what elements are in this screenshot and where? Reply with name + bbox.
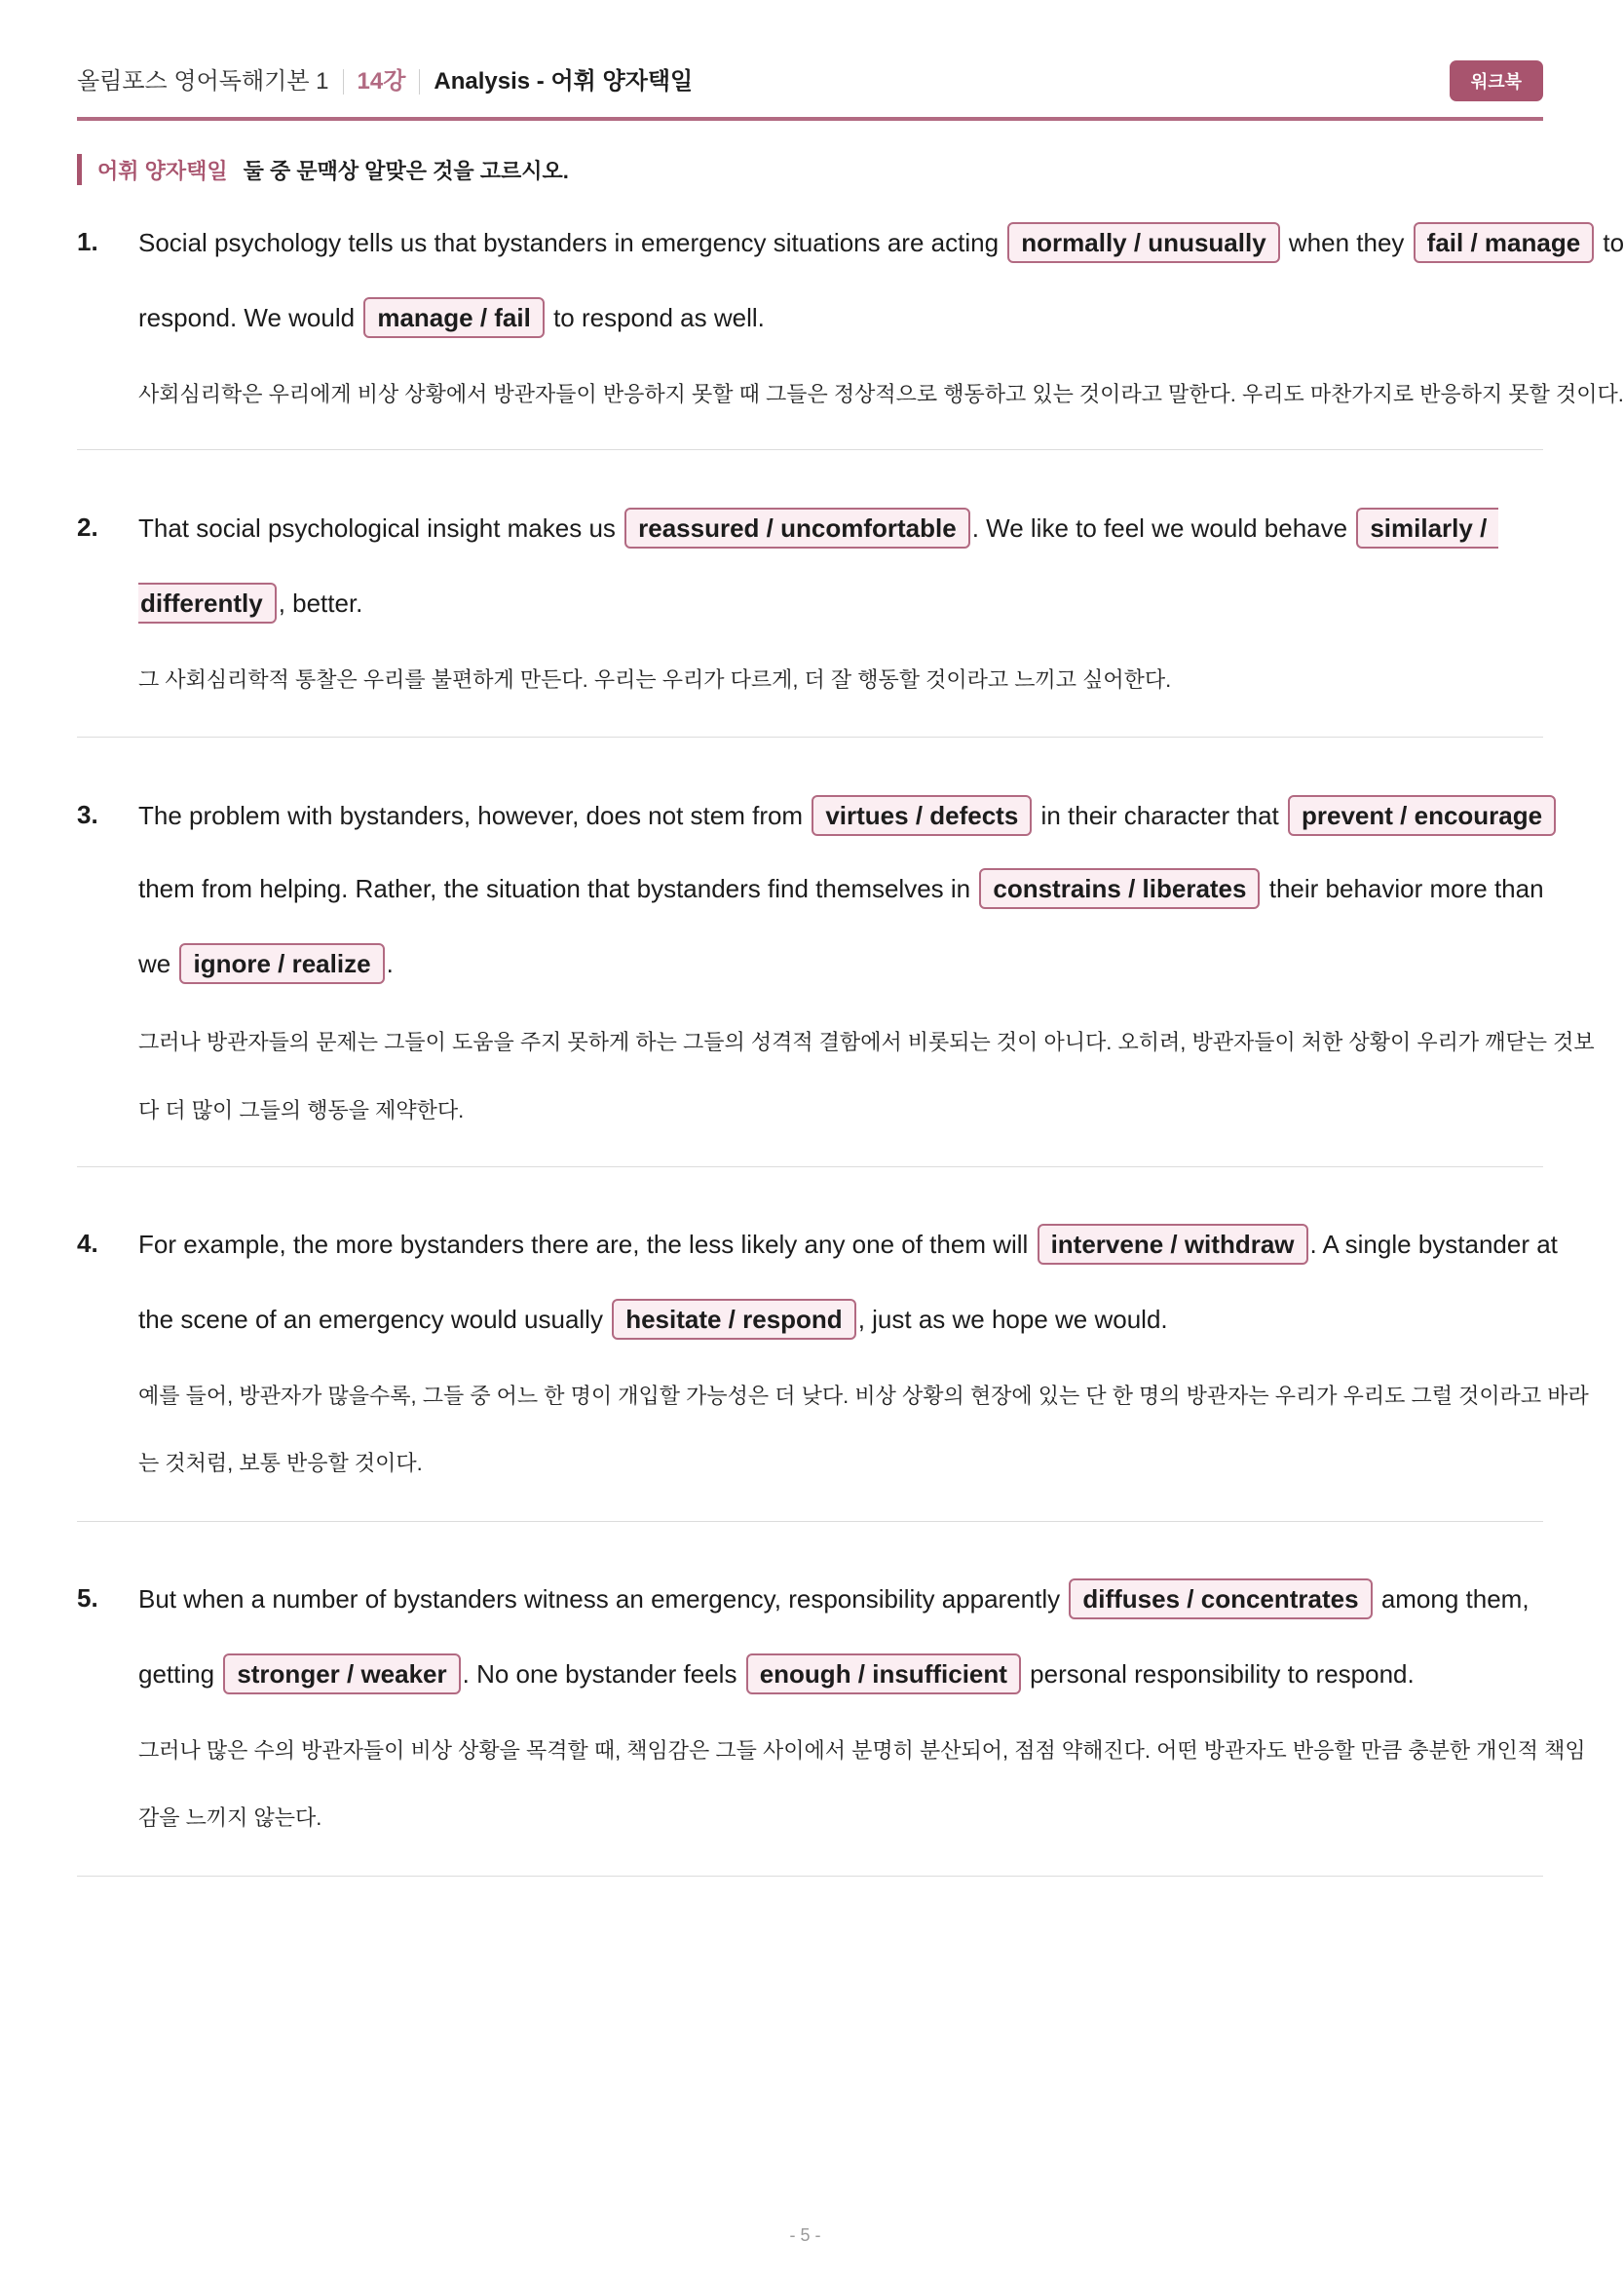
divider <box>77 737 1543 738</box>
korean-translation: 그러나 방관자들의 문제는 그들이 도움을 주지 못하게 하는 그들의 성격적 결함에서 비롯되는 것이 아니다. 오히려, 방관자들이 처한 상황이 우리가 깨닫는 것보 <box>138 1030 1595 1054</box>
choice-box[interactable]: constrains / liberates <box>979 868 1260 909</box>
page-header <box>77 57 1543 121</box>
sentence-text: Social psychology tells us that bystanders in emergency situations are acting <box>138 228 1000 257</box>
sentence-text: their behavior more than <box>1268 874 1544 903</box>
choice-box[interactable]: stronger / weaker <box>223 1653 460 1694</box>
sentence-text: The problem with bystanders, however, does not stem from <box>138 801 804 830</box>
choice-box[interactable]: differently <box>138 583 277 624</box>
choice-box[interactable]: virtues / defects <box>812 795 1032 836</box>
divider <box>77 1876 1543 1877</box>
choice-box[interactable]: prevent / encourage <box>1288 795 1556 836</box>
question-line <box>138 1224 1558 1265</box>
sentence-text: But when a number of bystanders witness an emergency, responsibility apparently <box>138 1584 1061 1614</box>
sentence-text: the scene of an emergency would usually <box>138 1305 603 1334</box>
book-title: 올림포스 영어독해기본 1 <box>77 68 329 95</box>
choice-box[interactable]: hesitate / respond <box>612 1299 856 1340</box>
question-number: 4. <box>77 1229 98 1258</box>
sentence-text: , just as we hope we would. <box>857 1305 1168 1334</box>
question-line <box>138 1578 1530 1619</box>
korean-translation: 는 것처럼, 보통 반응할 것이다. <box>138 1451 423 1475</box>
korean-translation: 감을 느끼지 않는다. <box>138 1805 322 1830</box>
sentence-text: among them, <box>1380 1584 1530 1614</box>
korean-translation: 예를 들어, 방관자가 많을수록, 그들 중 어느 한 명이 개입할 가능성은 더 낮다. 비상 상황의 현장에 있는 단 한 명의 방관자는 우리가 우리도 그럴 것이라고 바라 <box>138 1384 1589 1408</box>
sentence-text: . A single bystander at <box>1309 1230 1558 1259</box>
question-line <box>138 795 1558 836</box>
choice-box[interactable]: enough / insufficient <box>746 1653 1021 1694</box>
question-line <box>138 297 765 338</box>
question-line <box>138 583 362 624</box>
page-title: Analysis - 어휘 양자택일 <box>434 68 694 95</box>
section-heading <box>77 154 569 185</box>
question-number: 1. <box>77 227 98 256</box>
question-line <box>138 943 394 984</box>
sentence-text: in their character that <box>1040 801 1279 830</box>
question-line <box>138 1299 1168 1340</box>
sentence-text: . We like to feel we would behave <box>971 513 1348 543</box>
sentence-text: , better. <box>278 589 363 618</box>
section-label: 어휘 양자택일 <box>97 158 228 183</box>
sentence-text: That social psychological insight makes us <box>138 513 616 543</box>
sentence-text: we <box>138 949 171 978</box>
choice-box[interactable]: intervene / withdraw <box>1038 1224 1308 1265</box>
choice-box[interactable]: normally / unusually <box>1007 222 1279 263</box>
sentence-text: respond. We would <box>138 303 356 332</box>
sentence-text: For example, the more bystanders there are, the less likely any one of them will <box>138 1230 1029 1259</box>
sentence-text: to respond as well. <box>553 303 765 332</box>
korean-translation: 사회심리학은 우리에게 비상 상황에서 방관자들이 반응하지 못할 때 그들은 정상적으로 행동하고 있는 것이라고 말한다. 우리도 마찬가지로 반응하지 못할 것이다. <box>138 382 1624 406</box>
sentence-text: them from helping. Rather, the situation that bystanders find themselves in <box>138 874 971 903</box>
divider <box>77 1521 1543 1522</box>
divider <box>77 1166 1543 1167</box>
lesson-number: 14강 <box>357 68 406 95</box>
choice-box[interactable]: diffuses / concentrates <box>1069 1578 1372 1619</box>
korean-translation: 그 사회심리학적 통찰은 우리를 불편하게 만든다. 우리는 우리가 다르게, 더 잘 행동할 것이라고 느끼고 싶어한다. <box>138 667 1172 692</box>
choice-box[interactable]: similarly / <box>1356 508 1498 549</box>
question-number: 5. <box>77 1583 98 1613</box>
sentence-text: to <box>1603 228 1624 257</box>
header-breadcrumb <box>77 66 693 97</box>
divider <box>77 449 1543 450</box>
korean-translation: 그러나 많은 수의 방관자들이 비상 상황을 목격할 때, 책임감은 그들 사이에서 분명히 분산되어, 점점 약해진다. 어떤 방관자도 반응할 만큼 충분한 개인적 책임 <box>138 1738 1586 1763</box>
question-number: 3. <box>77 800 98 829</box>
sentence-text: . <box>386 949 394 978</box>
choice-box[interactable]: ignore / realize <box>179 943 384 984</box>
choice-box[interactable]: manage / fail <box>363 297 545 338</box>
sentence-text: getting <box>138 1659 215 1689</box>
question-line <box>138 1653 1415 1694</box>
question-line <box>138 868 1544 909</box>
sentence-text: when they <box>1288 228 1405 257</box>
header-divider <box>343 69 344 95</box>
sentence-text: . No one bystander feels <box>462 1659 737 1689</box>
section-instruction: 둘 중 문맥상 알맞은 것을 고르시오. <box>243 158 569 183</box>
header-divider <box>419 69 420 95</box>
question-line <box>138 222 1624 263</box>
korean-translation: 다 더 많이 그들의 행동을 제약한다. <box>138 1098 465 1122</box>
choice-box[interactable]: reassured / uncomfortable <box>624 508 970 549</box>
question-number: 2. <box>77 513 98 542</box>
workbook-badge: 워크북 <box>1450 60 1543 101</box>
question-line <box>138 508 1500 549</box>
sentence-text: personal responsibility to respond. <box>1030 1659 1415 1689</box>
choice-box[interactable]: fail / manage <box>1414 222 1595 263</box>
page-number: - 5 - <box>789 2225 821 2245</box>
